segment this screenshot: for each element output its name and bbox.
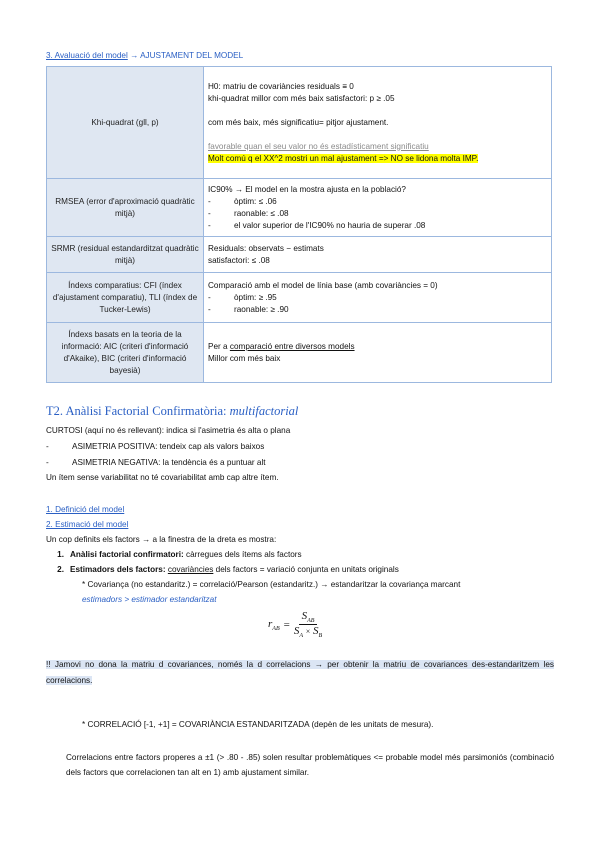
row-line: com més baix, més significatiu= pitjor ajustament. — [208, 117, 389, 127]
jamovi-note: !! Jamovi no dona la matriu d covariances, només la d correlacions → per obtenir la matriu de covariances des-estandaritzem les correlacions. — [46, 660, 554, 685]
row-value — [204, 179, 552, 237]
single-item-text: Un ítem sense variabilitat no té covariabilitat amb cap altre ítem. — [46, 473, 279, 482]
row-line: Comparació amb el model de línia base (amb covariàncies = 0) — [208, 280, 438, 290]
table-row — [47, 67, 552, 179]
row-line: Millor com més baix — [208, 353, 281, 363]
list-item: - òptim: ≤ .06 — [208, 196, 277, 206]
row-note: favorable quan el seu valor no és estadísticament significatiu — [208, 141, 429, 151]
table-row — [47, 323, 552, 383]
list-item: 2. Estimadors dels factors: covariàncies dels factors = variació conjunta en unitats originals — [57, 565, 399, 574]
row-line: Residuals: observats − estimats — [208, 243, 324, 253]
row-value — [204, 323, 552, 383]
estimadors-note: estimadors > estimador estandaritzat — [82, 595, 217, 604]
row-label: Índexs basats en la teoria de la informació: AIC (criteri d'informació d'Akaike), BIC (criteri d'informació bayesià) — [47, 323, 204, 383]
table-row — [47, 273, 552, 323]
row-line: khi-quadrat millor com més baix satisfactori: p ≥ .05 — [208, 93, 395, 103]
comparison-link: comparació entre diversos models — [229, 341, 355, 351]
correlacions-text: Correlacions entre factors properes a ±1 (> .80 - .85) solen resultar problemàtiques <= probable model més parsimoniós (combinació dels factors que correlacionen tan alt en 1) amb ajustament similar. — [66, 753, 554, 777]
row-value — [204, 237, 552, 273]
list-item: - raonable: ≤ .08 — [208, 208, 289, 218]
correlation-formula: $r_{AB}$ = $S_{AB}$ $S_A \times S_B$ — [268, 610, 323, 640]
list-item: 1. Anàlisi factorial confirmatori: càrregues dels ítems als factors — [57, 550, 302, 559]
row-label: Índexs comparatius: CFI (índex d'ajustament comparatiu), TLI (índex de Tucker-Lewis) — [47, 273, 204, 323]
row-value — [204, 273, 552, 323]
row-line: H0: matriu de covariàncies residuals ≡ 0 — [208, 81, 354, 91]
list-item: - el valor superior de l'IC90% no hauria de superar .08 — [208, 220, 426, 230]
row-label: Khi-quadrat (gll, p) — [47, 67, 204, 179]
link-definicio[interactable]: 1. Definició del model — [46, 505, 125, 514]
list-item: - òptim: ≥ .95 — [208, 292, 277, 302]
heading-link[interactable]: 3. Avaluació del model — [46, 51, 128, 60]
curtosi-text: CURTOSI (aquí no és rellevant): indica si l'asimetria és alta o plana — [46, 426, 291, 435]
row-line — [208, 105, 547, 117]
row-label: RMSEA (error d'aproximació quadràtic mitjà) — [47, 179, 204, 237]
link-estimacio[interactable]: 2. Estimació del model — [46, 520, 129, 529]
section-title-italic: multifactorial — [229, 404, 299, 418]
correlacio-note: * CORRELACIÓ [-1, +1] = COVARIÀNCIA ESTANDARITZADA (depèn de les unitats de mesura). — [82, 720, 434, 729]
list-item: - ASIMETRIA NEGATIVA: la tendència és a puntuar alt — [46, 458, 266, 467]
row-line — [208, 129, 547, 141]
table-row — [47, 237, 552, 273]
list-item: - ASIMETRIA POSITIVA: tendeix cap als valors baixos — [46, 442, 265, 451]
list-item: - raonable: ≥ .90 — [208, 304, 289, 314]
row-highlight: Molt comú q el XX^2 mostri un mal ajustament => NO se lidona molta IMP. — [208, 153, 479, 163]
evaluation-table — [46, 66, 552, 383]
section-title: T2. Anàlisi Factorial Confirmatòria: multifactorial — [46, 404, 299, 418]
heading-arrow: → — [130, 51, 139, 60]
row-line: Per a comparació entre diversos models — [208, 341, 355, 351]
cop-text: Un cop definits els factors → a la finestra de la dreta es mostra: — [46, 535, 277, 544]
row-value — [204, 67, 552, 179]
row-line: IC90% → El model en la mostra ajusta en la població? — [208, 184, 406, 194]
table-row — [47, 179, 552, 237]
section-heading — [46, 50, 243, 62]
row-line: satisfactori: ≤ .08 — [208, 255, 270, 265]
row-label: SRMR (residual estandarditzat quadràtic mitjà) — [47, 237, 204, 273]
covar-note: * Covariança (no estandaritz.) = correlació/Pearson (estandaritz.) → estandaritzar la covariança marcant — [82, 580, 461, 589]
heading-rest: AJUSTAMENT DEL MODEL — [140, 51, 244, 60]
